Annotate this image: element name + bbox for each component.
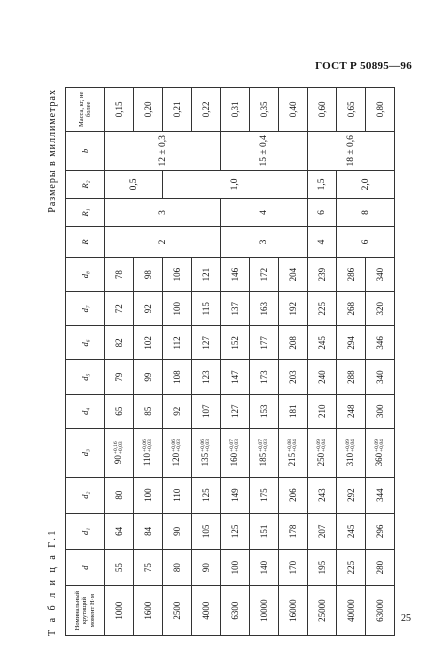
d3-nominal: 185 [258, 452, 269, 467]
cell-d6: 112 [163, 326, 192, 360]
cell-torque: 63000 [366, 586, 395, 636]
cell-torque: 1000 [105, 586, 134, 636]
tol-upper: +0,16 [112, 441, 119, 455]
cell-d6: 82 [105, 326, 134, 360]
cell-d7: 320 [366, 292, 395, 326]
d3-tolerance [143, 439, 154, 452]
cell-d4: 300 [366, 394, 395, 428]
d3-tolerance [346, 439, 357, 452]
tol-upper: +0,09 [315, 439, 322, 452]
d3-tolerance [201, 439, 212, 452]
tol-lower: +0,03 [147, 439, 154, 452]
header-b: b [66, 131, 105, 170]
cell-r1-group: 8 [337, 198, 395, 226]
d3-tolerance [172, 439, 183, 452]
table-row [337, 88, 366, 636]
d3-nominal: 215 [287, 452, 298, 467]
cell-d4: 92 [163, 394, 192, 428]
tol-lower: +0,04 [350, 439, 357, 452]
cell-b-group: 12 ± 0,3 [105, 131, 221, 170]
cell-d5: 173 [250, 360, 279, 394]
cell-mass: 0,35 [250, 88, 279, 132]
cell-b-group: 18 ± 0,6 [308, 131, 395, 170]
cell-mass: 0,65 [337, 88, 366, 132]
cell-d3 [221, 428, 250, 477]
cell-d5: 340 [366, 360, 395, 394]
cell-torque: 16000 [279, 586, 308, 636]
table-row [308, 88, 337, 636]
header-torque: Номинальный крутящий момент Н·м [66, 586, 105, 636]
cell-d1: 245 [337, 513, 366, 549]
cell-d5: 108 [163, 360, 192, 394]
dimensions-label: Размеры в миллиметрах [47, 89, 58, 213]
cell-d4: 127 [221, 394, 250, 428]
cell-mass: 0,21 [163, 88, 192, 132]
header-d: d [66, 550, 105, 586]
rotated-table-area [47, 87, 396, 636]
cell-d6: 346 [366, 326, 395, 360]
header-d5: d₅ [66, 360, 105, 394]
cell-d4: 107 [192, 394, 221, 428]
cell-d: 80 [163, 550, 192, 586]
d3-nominal: 135 [200, 452, 211, 467]
cell-d5: 203 [279, 360, 308, 394]
cell-d8: 239 [308, 257, 337, 291]
cell-torque: 25000 [308, 586, 337, 636]
cell-d4: 153 [250, 394, 279, 428]
d3-tolerance [288, 439, 299, 452]
table-row [105, 88, 134, 636]
cell-d8: 78 [105, 257, 134, 291]
cell-d5: 288 [337, 360, 366, 394]
cell-d8: 98 [134, 257, 163, 291]
cell-d4: 210 [308, 394, 337, 428]
cell-d5: 240 [308, 360, 337, 394]
cell-d6: 102 [134, 326, 163, 360]
cell-b-group: 15 ± 0,4 [221, 131, 308, 170]
tol-lower: +0,04 [292, 439, 299, 452]
header-d7: d₇ [66, 292, 105, 326]
cell-d4: 181 [279, 394, 308, 428]
cell-d2: 125 [192, 477, 221, 513]
cell-d1: 178 [279, 513, 308, 549]
cell-d: 100 [221, 550, 250, 586]
header-d2: d₂ [66, 477, 105, 513]
cell-torque: 10000 [250, 586, 279, 636]
cell-d1: 207 [308, 513, 337, 549]
d3-tolerance [259, 439, 270, 452]
cell-d1: 125 [221, 513, 250, 549]
cell-d7: 115 [192, 292, 221, 326]
cell-r2-group: 0,5 [105, 170, 163, 198]
cell-d7: 225 [308, 292, 337, 326]
tol-upper: +0,06 [170, 439, 177, 452]
cell-r1-group: 4 [221, 198, 308, 226]
cell-d6: 294 [337, 326, 366, 360]
doc-code: ГОСТ Р 50895—96 [315, 60, 412, 72]
cell-d6: 208 [279, 326, 308, 360]
cell-d1: 105 [192, 513, 221, 549]
cell-d: 55 [105, 550, 134, 586]
cell-mass: 0,60 [308, 88, 337, 132]
cell-d2: 243 [308, 477, 337, 513]
cell-d3 [308, 428, 337, 477]
cell-d1: 296 [366, 513, 395, 549]
table-title: Т а б л и ц а Г.1 [47, 528, 58, 636]
cell-d: 90 [192, 550, 221, 586]
tol-lower: +0,03 [234, 439, 241, 452]
cell-d5: 123 [192, 360, 221, 394]
cell-d: 225 [337, 550, 366, 586]
tol-lower: +0,03 [176, 439, 183, 452]
cell-d3 [279, 428, 308, 477]
cell-d2: 110 [163, 477, 192, 513]
d3-nominal: 310 [345, 452, 356, 467]
cell-r1-group: 3 [105, 198, 221, 226]
cell-d7: 92 [134, 292, 163, 326]
d3-tolerance [375, 439, 386, 452]
tol-upper: +0,09 [344, 439, 351, 452]
dimensions-table [65, 87, 395, 636]
cell-r-group: 2 [105, 226, 221, 257]
table-row [163, 88, 192, 636]
page-number: 25 [401, 613, 411, 624]
d3-tolerance [230, 439, 241, 452]
cell-mass: 0,40 [279, 88, 308, 132]
d3-nominal: 250 [316, 452, 327, 467]
cell-d3 [192, 428, 221, 477]
cell-d2: 100 [134, 477, 163, 513]
cell-d4: 248 [337, 394, 366, 428]
cell-torque: 2500 [163, 586, 192, 636]
cell-d3 [105, 428, 134, 477]
cell-d4: 65 [105, 394, 134, 428]
cell-r-group: 6 [337, 226, 395, 257]
cell-r-group: 4 [308, 226, 337, 257]
cell-d7: 163 [250, 292, 279, 326]
header-d8: d₈ [66, 257, 105, 291]
table-row [221, 88, 250, 636]
cell-d3 [134, 428, 163, 477]
cell-mass: 0,22 [192, 88, 221, 132]
cell-d5: 147 [221, 360, 250, 394]
cell-d8: 106 [163, 257, 192, 291]
cell-torque: 4000 [192, 586, 221, 636]
tol-upper: +0,06 [141, 439, 148, 452]
d3-nominal: 110 [142, 452, 153, 467]
header-d1: d₁ [66, 513, 105, 549]
cell-mass: 0,15 [105, 88, 134, 132]
cell-d3 [163, 428, 192, 477]
cell-d8: 172 [250, 257, 279, 291]
cell-d: 75 [134, 550, 163, 586]
cell-mass: 0,20 [134, 88, 163, 132]
cell-d6: 177 [250, 326, 279, 360]
cell-torque: 40000 [337, 586, 366, 636]
cell-r2-group: 2,0 [337, 170, 395, 198]
cell-d8: 121 [192, 257, 221, 291]
cell-d2: 80 [105, 477, 134, 513]
tol-lower: +0,03 [205, 439, 212, 452]
cell-d2: 149 [221, 477, 250, 513]
header-d3: d₃ [66, 428, 105, 477]
tol-lower: +0,04 [321, 439, 328, 452]
d3-nominal: 360 [374, 452, 385, 467]
cell-d: 170 [279, 550, 308, 586]
cell-d2: 344 [366, 477, 395, 513]
cell-torque: 1600 [134, 586, 163, 636]
tol-upper: +0,09 [373, 439, 380, 452]
cell-d1: 64 [105, 513, 134, 549]
cell-mass: 0,80 [366, 88, 395, 132]
cell-d4: 85 [134, 394, 163, 428]
header-d4: d₄ [66, 394, 105, 428]
tol-upper: +0,08 [286, 439, 293, 452]
cell-d2: 206 [279, 477, 308, 513]
cell-torque: 6300 [221, 586, 250, 636]
cell-d2: 292 [337, 477, 366, 513]
cell-d: 140 [250, 550, 279, 586]
header-row [66, 88, 105, 636]
cell-d5: 79 [105, 360, 134, 394]
cell-d6: 245 [308, 326, 337, 360]
cell-r-group: 3 [221, 226, 308, 257]
tol-upper: +0,07 [228, 439, 235, 452]
header-r: R [66, 226, 105, 257]
cell-d7: 72 [105, 292, 134, 326]
d3-tolerance [317, 439, 328, 452]
cell-d8: 286 [337, 257, 366, 291]
cell-d2: 175 [250, 477, 279, 513]
cell-d7: 100 [163, 292, 192, 326]
cell-d7: 137 [221, 292, 250, 326]
cell-d1: 90 [163, 513, 192, 549]
cell-d8: 146 [221, 257, 250, 291]
cell-d: 280 [366, 550, 395, 586]
cell-mass: 0,31 [221, 88, 250, 132]
header-d6: d₆ [66, 326, 105, 360]
cell-d1: 151 [250, 513, 279, 549]
cell-d8: 204 [279, 257, 308, 291]
cell-d7: 268 [337, 292, 366, 326]
cell-d8: 340 [366, 257, 395, 291]
tol-lower: +0,03 [118, 441, 125, 455]
header-r1: R₁ [66, 198, 105, 226]
cell-d1: 84 [134, 513, 163, 549]
tol-lower: +0,04 [379, 439, 386, 452]
cell-d3 [366, 428, 395, 477]
d3-nominal: 120 [171, 452, 182, 467]
tol-lower: +0,03 [263, 439, 270, 452]
d3-nominal: 160 [229, 452, 240, 467]
tol-upper: +0,06 [199, 439, 206, 452]
d3-tolerance [114, 441, 125, 454]
header-r2: R₂ [66, 170, 105, 198]
tol-upper: +0,07 [257, 439, 264, 452]
cell-r2-group: 1,5 [308, 170, 337, 198]
header-mass: Масса, кг, не более [66, 88, 105, 132]
d3-nominal: 90 [113, 455, 124, 465]
cell-d3 [250, 428, 279, 477]
cell-d6: 127 [192, 326, 221, 360]
cell-r1-group: 6 [308, 198, 337, 226]
cell-r2-group: 1,0 [163, 170, 308, 198]
cell-d3 [337, 428, 366, 477]
cell-d: 195 [308, 550, 337, 586]
cell-d5: 99 [134, 360, 163, 394]
cell-d7: 192 [279, 292, 308, 326]
cell-d6: 152 [221, 326, 250, 360]
